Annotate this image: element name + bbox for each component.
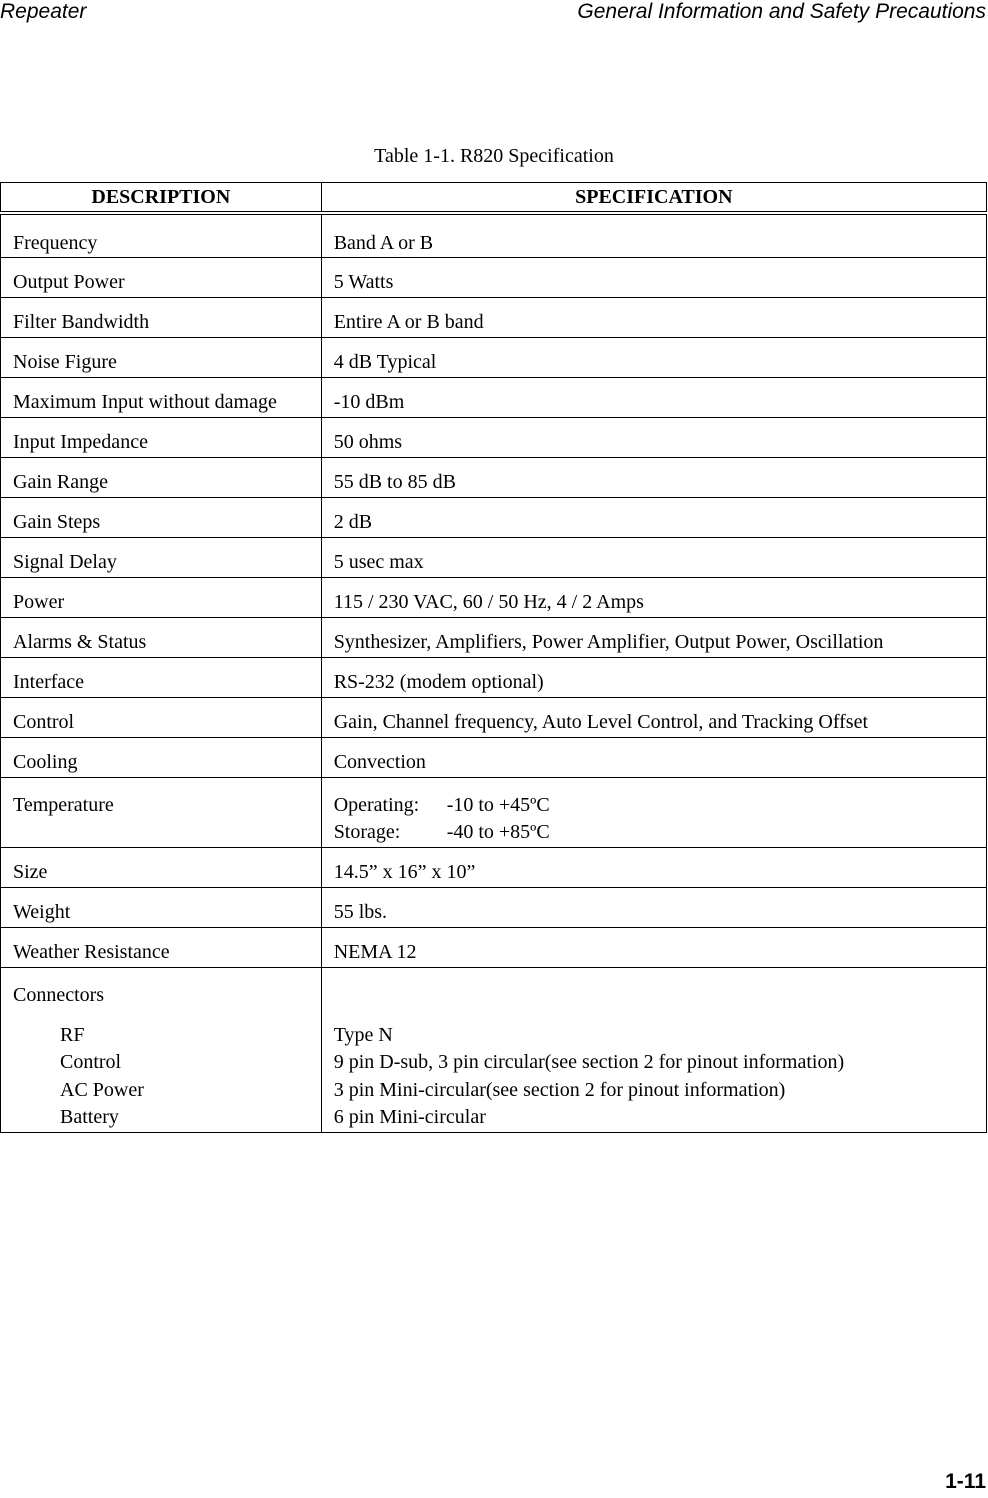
column-header-specification: SPECIFICATION (321, 183, 986, 214)
table-caption: Table 1-1. R820 Specification (374, 145, 614, 167)
row-description: Weight (1, 887, 322, 927)
row-description: Input Impedance (1, 417, 322, 457)
connector-name: AC Power (60, 1078, 144, 1101)
row-specification (321, 967, 986, 1132)
row-description: Filter Bandwidth (1, 297, 322, 337)
connectors-spacer (334, 982, 986, 1022)
row-specification (321, 777, 986, 847)
table-row (1, 697, 987, 737)
table-header-row (1, 183, 987, 214)
column-header-description: DESCRIPTION (1, 183, 322, 214)
row-specification: Entire A or B band (321, 297, 986, 337)
table-row (1, 737, 987, 777)
row-description: Noise Figure (1, 337, 322, 377)
row-specification: Gain, Channel frequency, Auto Level Control, and Tracking Offset (321, 697, 986, 737)
row-description: Size (1, 847, 322, 887)
table-row (1, 417, 987, 457)
row-specification: Band A or B (321, 213, 986, 257)
row-description: Frequency (1, 213, 322, 257)
row-description (1, 967, 322, 1132)
table-row (1, 887, 987, 927)
row-description: Alarms & Status (1, 617, 322, 657)
table-row-connectors (1, 967, 987, 1132)
page-number: 1-11 (945, 1470, 986, 1493)
row-specification: 2 dB (321, 497, 986, 537)
row-description: Control (1, 697, 322, 737)
row-description: Power (1, 577, 322, 617)
row-description: Signal Delay (1, 537, 322, 577)
table-row (1, 497, 987, 537)
temperature-operating (334, 792, 986, 819)
connector-value: 6 pin Mini-circular (333, 1106, 486, 1128)
table-row (1, 297, 987, 337)
row-description: Output Power (1, 257, 322, 297)
row-description: Temperature (1, 777, 322, 847)
temperature-storage (334, 819, 986, 846)
table-row (1, 213, 987, 257)
table-row (1, 377, 987, 417)
connector-value: Type N (333, 1023, 393, 1046)
row-specification: 4 dB Typical (321, 337, 986, 377)
row-specification: Convection (321, 737, 986, 777)
row-specification: 50 ohms (321, 417, 986, 457)
row-specification: 14.5” x 16” x 10” (321, 847, 986, 887)
row-description: Interface (1, 657, 322, 697)
row-description: Maximum Input without damage (1, 377, 322, 417)
row-specification: 55 lbs. (321, 887, 986, 927)
running-header-left: Repeater (0, 0, 87, 23)
row-specification: 115 / 230 VAC, 60 / 50 Hz, 4 / 2 Amps (321, 577, 986, 617)
connector-value: 9 pin D-sub, 3 pin circular(see section 2 for pinout information) (333, 1051, 845, 1073)
row-description: Gain Steps (1, 497, 322, 537)
connector-name: Battery (60, 1106, 119, 1128)
row-description: Weather Resistance (1, 927, 322, 967)
table-row (1, 847, 987, 887)
running-header-right: General Information and Safety Precautions (577, 0, 986, 23)
table-row (1, 337, 987, 377)
table-row-temperature (1, 777, 987, 847)
operating-label: Operating: (333, 793, 420, 816)
specification-table (0, 182, 987, 1133)
connectors-label: Connectors (13, 983, 105, 1006)
row-specification: Synthesizer, Amplifiers, Power Amplifier, Output Power, Oscillation (321, 617, 986, 657)
row-specification: 55 dB to 85 dB (321, 457, 986, 497)
row-description: Cooling (1, 737, 322, 777)
row-specification: 5 Watts (321, 257, 986, 297)
operating-value: -10 to +45ºC (446, 793, 550, 816)
row-specification: RS-232 (modem optional) (321, 657, 986, 697)
connector-name: Control (60, 1051, 122, 1073)
row-specification: -10 dBm (321, 377, 986, 417)
table-row (1, 657, 987, 697)
table-row (1, 577, 987, 617)
row-specification: NEMA 12 (321, 927, 986, 967)
storage-value: -40 to +85ºC (446, 820, 550, 843)
table-row (1, 617, 987, 657)
table-row (1, 537, 987, 577)
row-description: Gain Range (1, 457, 322, 497)
connector-name: RF (60, 1023, 85, 1046)
table-row (1, 257, 987, 297)
table-row (1, 457, 987, 497)
connector-value: 3 pin Mini-circular(see section 2 for pinout information) (333, 1078, 786, 1101)
storage-label: Storage: (333, 820, 401, 843)
row-specification: 5 usec max (321, 537, 986, 577)
table-row (1, 927, 987, 967)
